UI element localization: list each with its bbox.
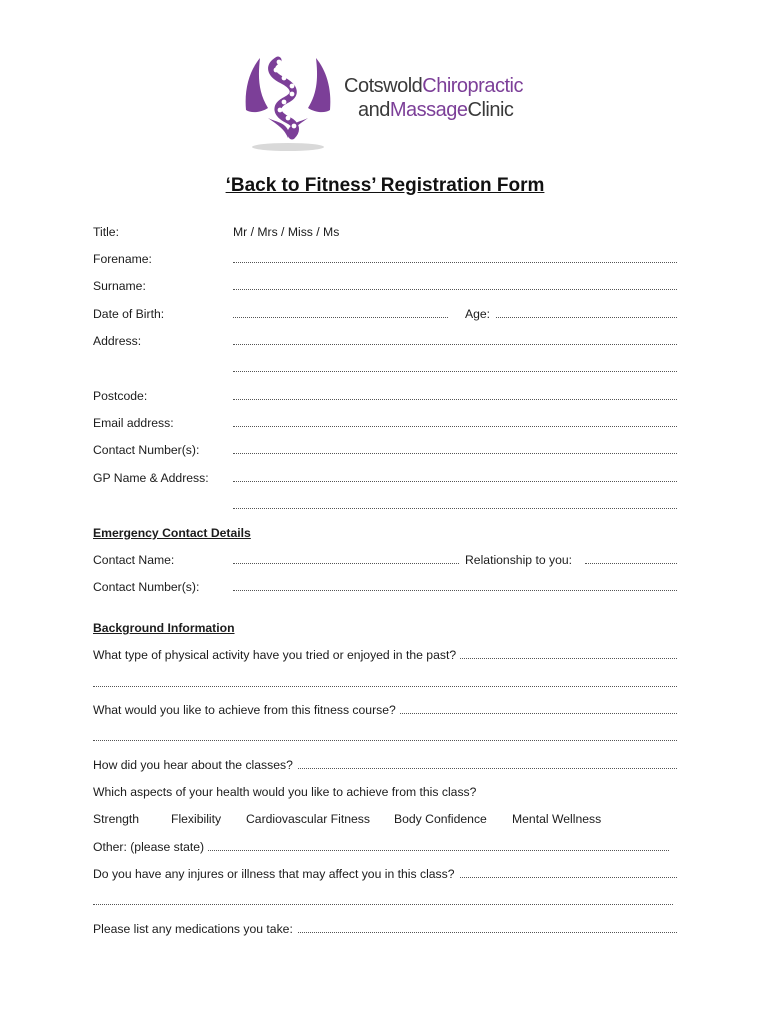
emergency-heading-row [93,524,677,542]
surname-field[interactable] [233,289,677,290]
forename-field[interactable] [233,262,677,263]
achieve-field-2[interactable] [93,740,677,741]
forename-label: Forename: [93,252,152,266]
injuries-question: Do you have any injures or illness that may affect you in this class? [93,865,459,883]
relationship-field[interactable] [585,563,677,564]
clinic-logo [238,48,538,153]
address-label: Address: [93,334,142,348]
gp-row [93,469,677,487]
achieve-question: What would you like to achieve from this fitness course? [93,701,400,719]
form-title: ‘Back to Fitness’ Registration Form [225,175,545,196]
medications-row [93,920,677,938]
activity-field-2[interactable] [93,686,677,687]
title-row [93,223,677,241]
postcode-row [93,387,677,405]
medications-question: Please list any medications you take: [93,920,297,938]
title-options[interactable]: Mr / Mrs / Miss / Ms [233,225,340,239]
activity-question: What type of physical activity have you tried or enjoyed in the past? [93,646,460,664]
title-label: Title: [93,225,119,239]
email-label: Email address: [93,416,174,430]
hear-question: How did you hear about the classes? [93,756,297,774]
gp-field-1[interactable] [233,481,677,482]
achieve-row-2 [93,728,677,746]
address-field-2[interactable] [233,371,677,372]
contact-label: Contact Number(s): [93,443,200,457]
gp-row-2 [93,496,677,514]
aspect-option-mental-wellness[interactable]: Mental Wellness [512,812,602,826]
postcode-field[interactable] [233,399,677,400]
dob-label: Date of Birth: [93,307,165,321]
hear-row [93,756,677,774]
surname-row [93,277,677,295]
dob-field[interactable] [233,317,448,318]
emergency-name-field[interactable] [233,563,459,564]
activity-row [93,646,677,664]
spine-hands-logo-icon [238,48,338,153]
address-row-2 [93,359,677,377]
email-field[interactable] [233,426,677,427]
forename-row [93,250,677,268]
gp-field-2[interactable] [233,508,677,509]
aspects-question: Which aspects of your health would you like to achieve from this class? [93,785,477,799]
contact-row [93,441,677,459]
emergency-contact-row [93,578,677,596]
dob-row [93,305,677,323]
contact-field[interactable] [233,453,677,454]
emergency-name-label: Contact Name: [93,553,175,567]
aspects-options [93,810,677,828]
activity-row-2 [93,674,677,692]
injuries-row [93,865,677,883]
aspects-row [93,783,677,801]
emergency-name-row [93,551,677,569]
gp-label: GP Name & Address: [93,471,209,485]
relationship-label: Relationship to you: [465,551,576,569]
email-row [93,414,677,432]
achieve-row [93,701,677,719]
emergency-contact-field[interactable] [233,590,677,591]
background-heading: Background Information [93,621,235,635]
emergency-contact-label: Contact Number(s): [93,580,200,594]
age-label: Age: [465,305,494,323]
postcode-label: Postcode: [93,389,148,403]
surname-label: Surname: [93,279,146,293]
address-field-1[interactable] [233,344,677,345]
injuries-row-2 [93,892,677,910]
clinic-name: CotswoldChiropractic andMassageClinic [344,75,523,121]
background-heading-row [93,619,677,637]
aspect-option-strength[interactable]: Strength [93,812,140,826]
aspect-option-cardio[interactable]: Cardiovascular Fitness [246,812,370,826]
aspect-option-body-confidence[interactable]: Body Confidence [394,812,487,826]
other-row [93,838,677,856]
age-field[interactable] [496,317,677,318]
address-row [93,332,677,350]
aspect-option-flexibility[interactable]: Flexibility [171,812,222,826]
other-label: Other: (please state) [93,838,208,856]
emergency-heading: Emergency Contact Details [93,526,251,540]
injuries-field-2[interactable] [93,904,673,905]
